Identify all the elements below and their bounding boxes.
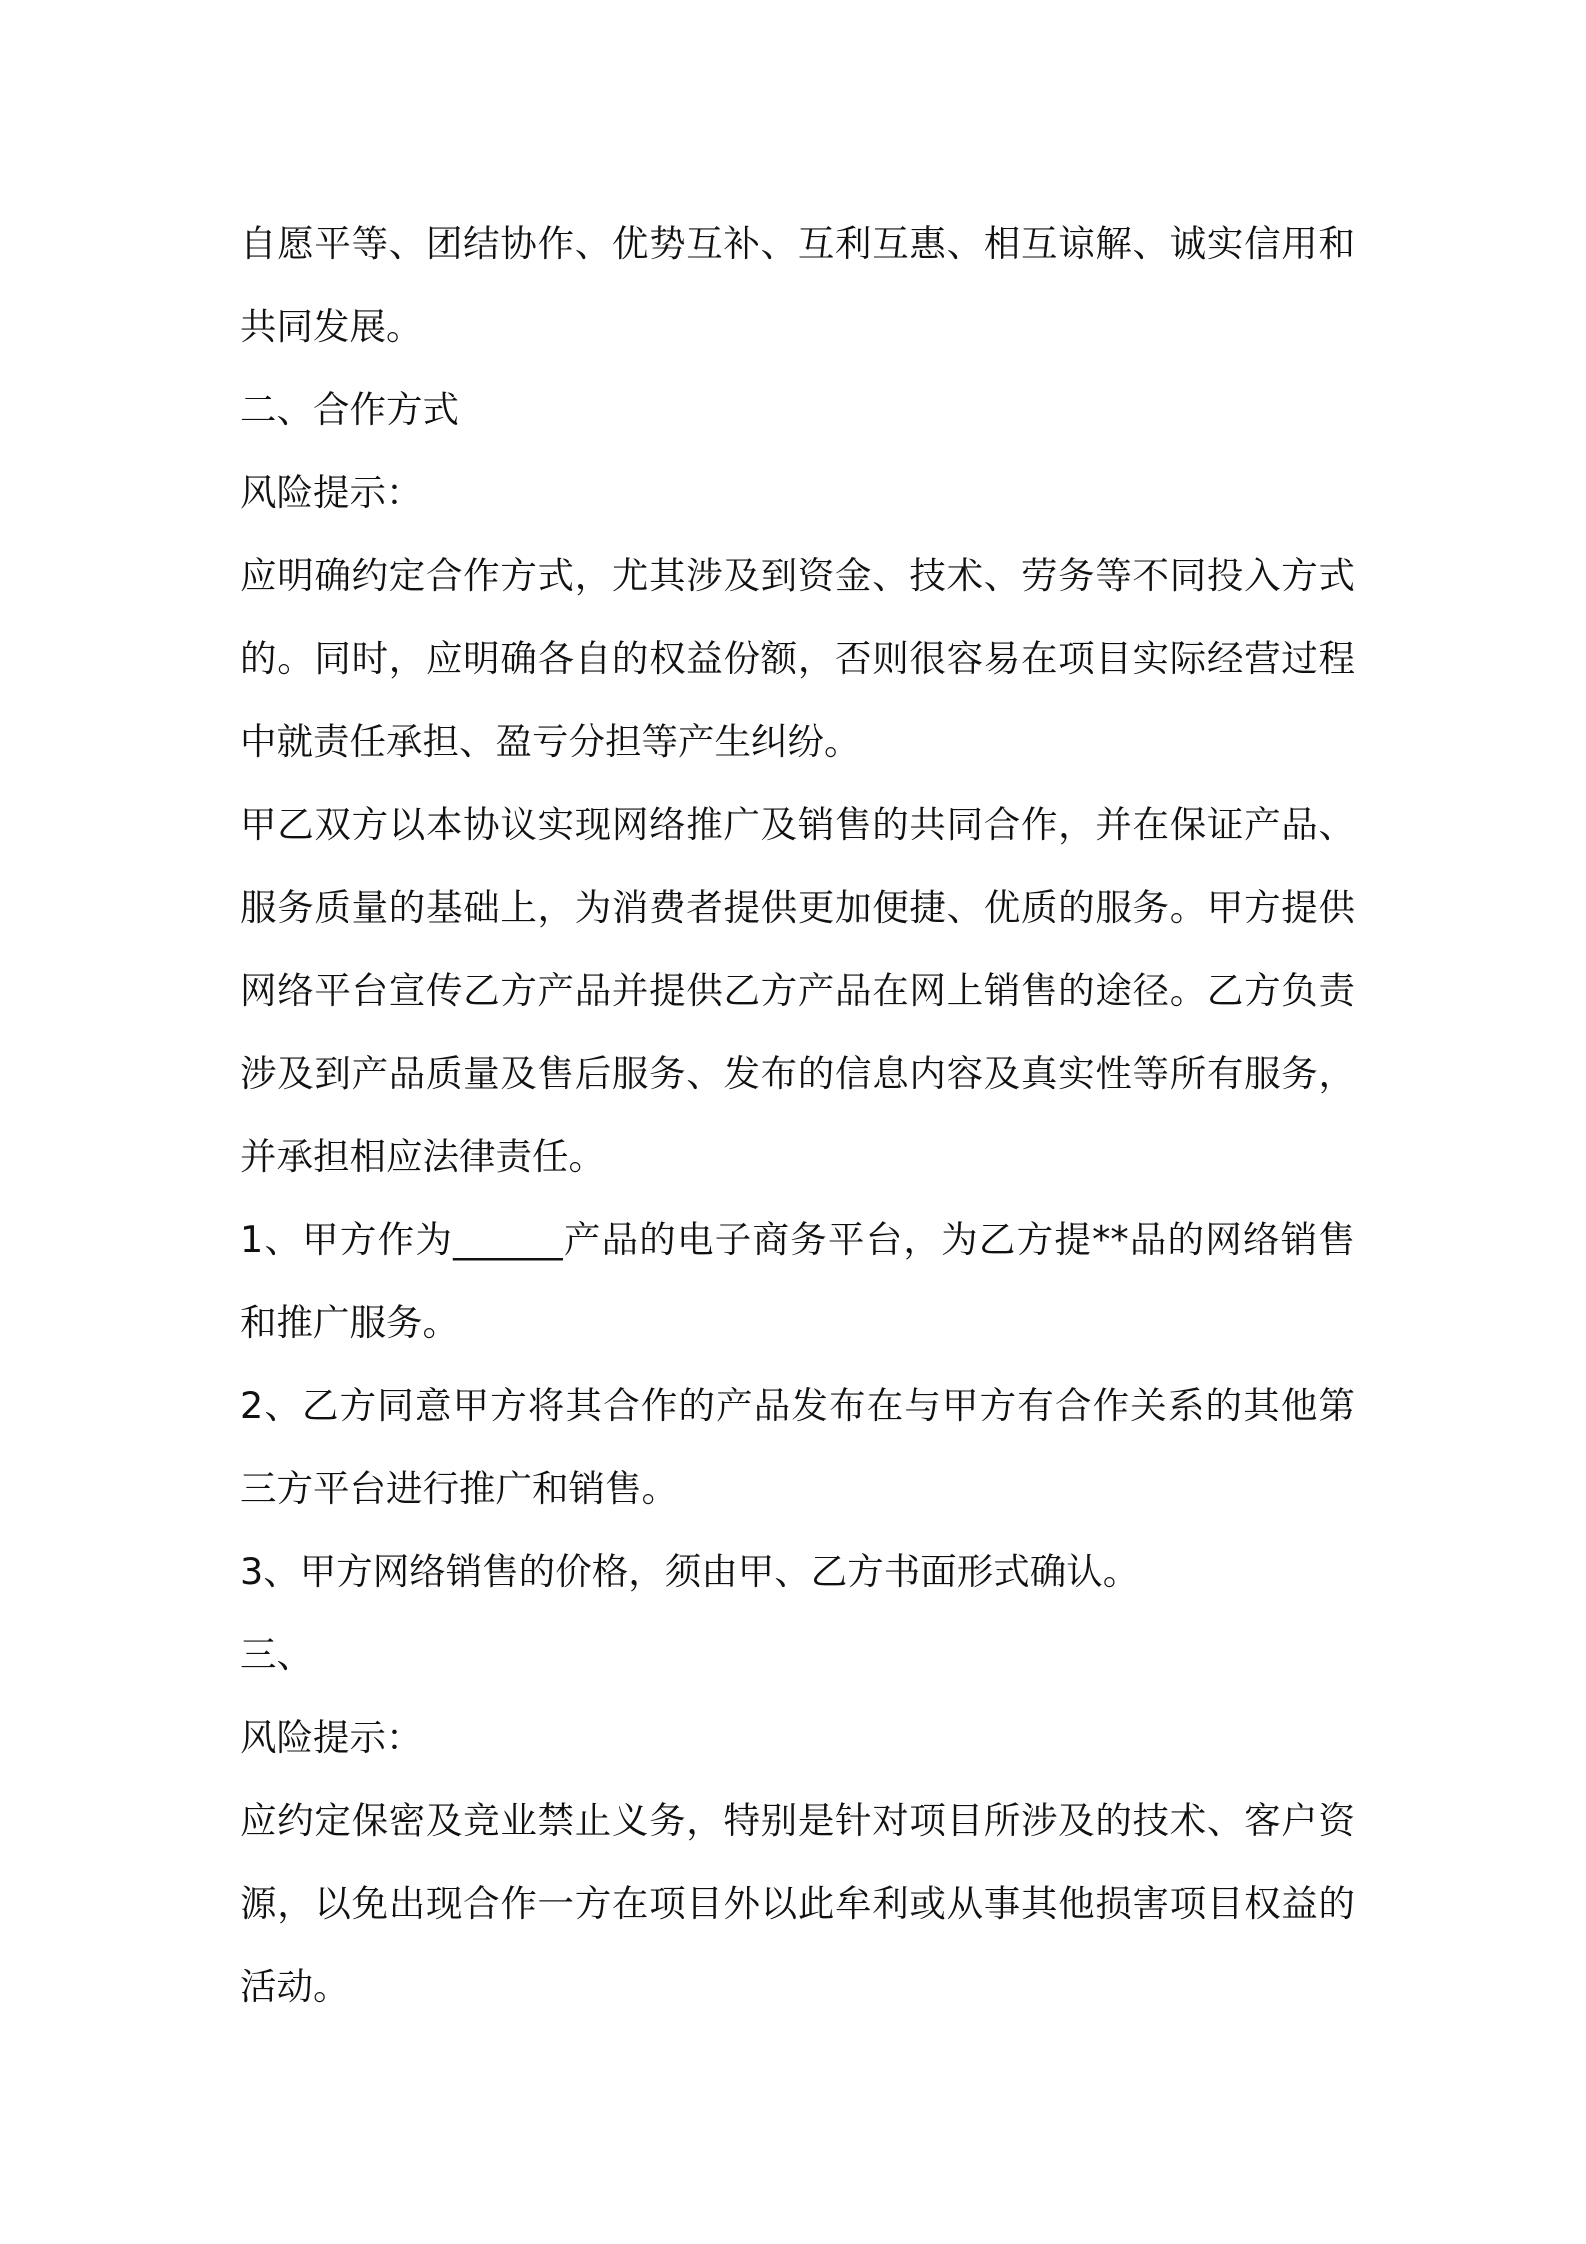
risk-tip-label: 风险提示： — [240, 471, 423, 514]
document-body — [240, 202, 1355, 2028]
section-heading-cooperation-method: 二、合作方式 — [240, 388, 459, 431]
clause-1: 1、甲方作为______产品的电子商务平台，为乙方提**品的网络销售和推广服务。 — [240, 1218, 1355, 1344]
risk-tip-text: 应明确约定合作方式，尤其涉及到资金、技术、劳务等不同投入方式的。同时，应明确各自的权益份额，否则很容易在项目实际经营过程中就责任承担、盈亏分担等产生纠纷。 — [240, 554, 1355, 763]
paragraph-cooperation-description: 甲乙双方以本协议实现网络推广及销售的共同合作，并在保证产品、服务质量的基础上，为消费者提供更加便捷、优质的服务。甲方提供网络平台宣传乙方产品并提供乙方产品在网上销售的途径。乙方负责涉及到产品质量及售后服务、发布的信息内容及真实性等所有服务，并承担相应法律责任。 — [240, 803, 1355, 1178]
risk-tip-text: 应约定保密及竞业禁止义务，特别是针对项目所涉及的技术、客户资源，以免出现合作一方在项目外以此牟利或从事其他损害项目权益的活动。 — [240, 1799, 1355, 2008]
paragraph-principles-continued: 自愿平等、团结协作、优势互补、互利互惠、相互谅解、诚实信用和共同发展。 — [240, 222, 1355, 348]
section-heading-three: 三、 — [240, 1633, 313, 1676]
risk-tip-label: 风险提示： — [240, 1716, 423, 1759]
clause-2: 2、乙方同意甲方将其合作的产品发布在与甲方有合作关系的其他第三方平台进行推广和销售。 — [240, 1384, 1355, 1510]
clause-3: 3、甲方网络销售的价格，须由甲、乙方书面形式确认。 — [240, 1550, 1140, 1593]
